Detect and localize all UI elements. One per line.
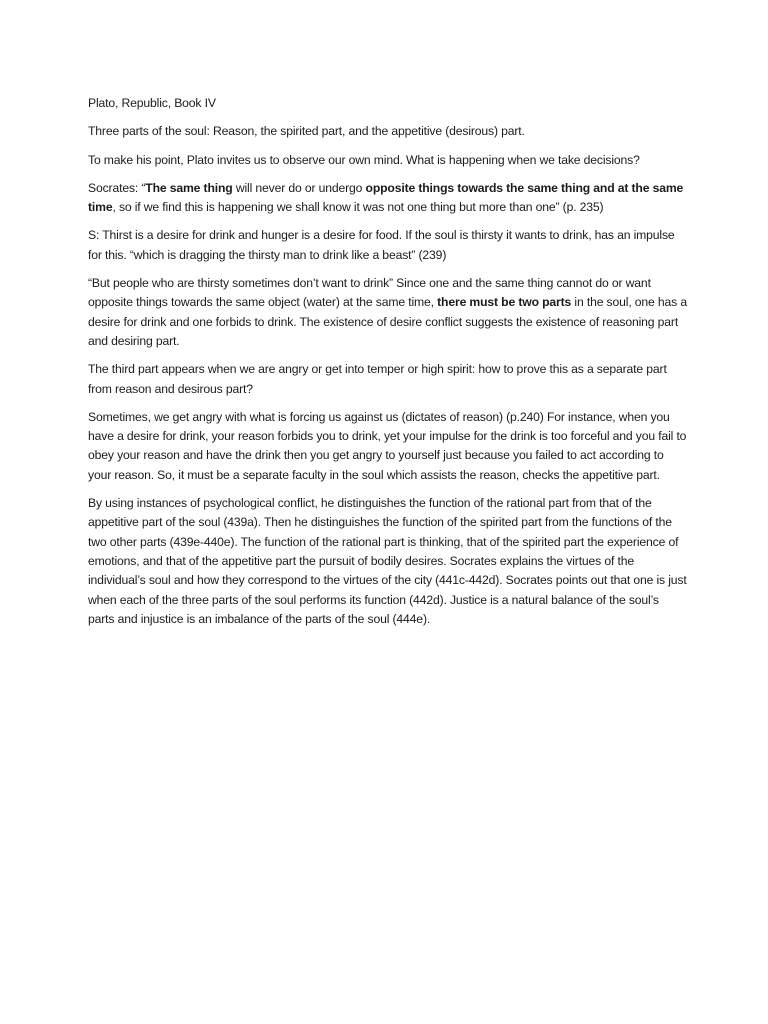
paragraph (88, 274, 688, 351)
text-run: Three parts of the soul: Reason, the spirited part, and the appetitive (desirous) part. (88, 124, 525, 139)
paragraph (88, 151, 688, 170)
text-run: will never do or undergo (232, 180, 366, 195)
bold-text-run: The same thing (145, 180, 233, 195)
document-body (88, 94, 688, 638)
paragraph (88, 408, 688, 485)
text-run: Sometimes, we get angry with what is forcing us against us (dictates of reason) (p.240) For instance, when you have a desire for drink, your reason forbids you to drink, yet your impulse for the drink is too forceful and you fail to obey your reason and have the drink then you get angry to yourself just because you failed to act according to your reason. So, it must be a separate faculty in the soul which assists the reason, checks the appetitive part. (88, 409, 687, 482)
paragraph (88, 494, 688, 629)
paragraph-list (88, 122, 688, 629)
paragraph (88, 360, 688, 399)
paragraph (88, 226, 688, 265)
bold-text-run: there must be two parts (437, 295, 572, 310)
text-run: By using instances of psychological conflict, he distinguishes the function of the rational part from that of the appetitive part of the soul (439a). Then he distinguishes the function of the spirited part from the functions of the two other parts (439e-440e). The function of the rational part is thinking, that of the spirited part the experience of emotions, and that of the appetitive part the pursuit of bodily desires. Socrates explains the virtues of the individual’s soul and how they correspond to the virtues of the city (441c-442d). Socrates points out that one is just when each of the three parts of the soul performs its function (442d). Justice is a natural balance of the soul’s parts and injustice is an imbalance of the parts of the soul (444e). (88, 496, 687, 626)
text-run: Socrates: “ (88, 180, 146, 195)
text-run: , so if we find this is happening we shall know it was not one thing but more than one” (p. 235) (112, 200, 604, 215)
paragraph (88, 179, 688, 218)
text-run: “But people who are thirsty sometimes don’t want to drink” Since one and the same thing cannot do or want opposite things towards the same object (water) at the same time, (88, 276, 651, 310)
text-run: in the soul, one has a desire for drink and one forbids to drink. The existence of desire conflict suggests the existence of reasoning part and desiring part. (88, 295, 687, 348)
paragraph (88, 122, 688, 141)
text-run: S: Thirst is a desire for drink and hunger is a desire for food. If the soul is thirsty it wants to drink, has an impulse for this. “which is dragging the thirsty man to drink like a beast” (239) (88, 228, 675, 262)
document-title: Plato, Republic, Book IV (88, 96, 216, 110)
bold-text-run: opposite things towards the same thing and at the same time (88, 180, 684, 215)
text-run: To make his point, Plato invites us to observe our own mind. What is happening when we take decisions? (88, 152, 640, 167)
text-run: The third part appears when we are angry or get into temper or high spirit: how to prove this as a separate part from reason and desirous part? (88, 362, 667, 396)
